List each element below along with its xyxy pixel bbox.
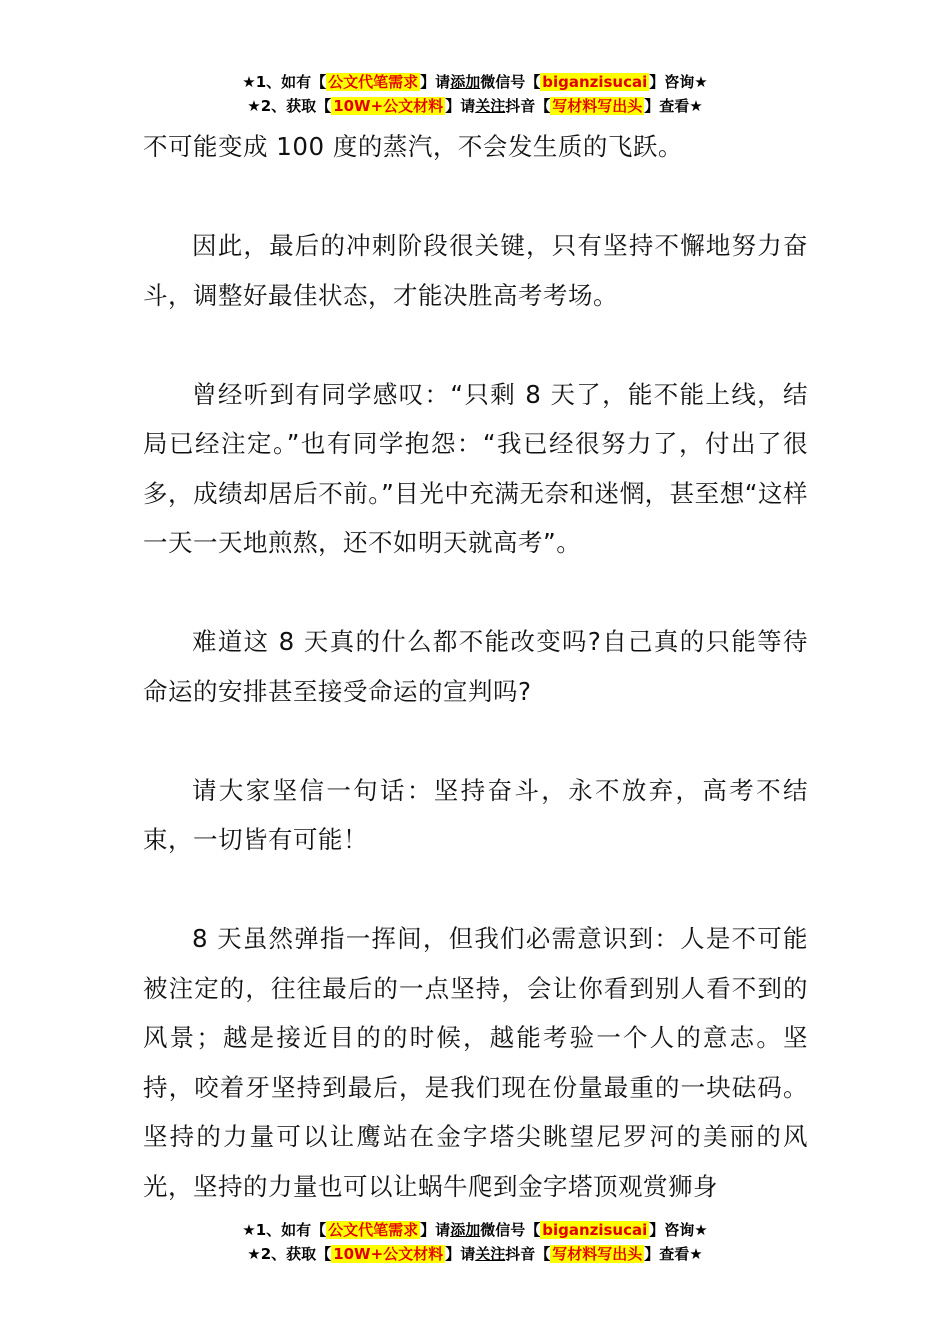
banner-line-2 [0, 1242, 950, 1266]
banner-text: 】咨询★ [649, 1221, 708, 1239]
banner-text: 抖音【 [505, 97, 551, 115]
footer-banner [0, 1218, 950, 1266]
header-banner [0, 70, 950, 118]
banner-text: 】请 [445, 97, 476, 115]
banner-text: ★2、获取【 [247, 97, 332, 115]
highlight-wechat-id: biganzisucai [542, 73, 648, 91]
paragraph: 请大家坚信一句话：坚持奋斗，永不放弃，高考不结束，一切皆有可能！ [143, 775, 808, 854]
highlight-materials: 10W+公文材料 [333, 1245, 444, 1263]
paragraph: 曾经听到有同学感叹：“只剩 8 天了，能不能上线，结局已经注定。”也有同学抱怨：“我已经很努力了，付出了很多，成绩却居后不前。”目光中充满无奈和迷惘，甚至想“这样一天一天地煎熬，还不如明天就高考”。 [143, 379, 808, 557]
banner-text: ★1、如有【 [242, 1221, 327, 1239]
banner-text: 抖音【 [505, 1245, 551, 1263]
highlight-materials: 10W+公文材料 [333, 97, 444, 115]
highlight-wechat-id: biganzisucai [542, 1221, 648, 1239]
banner-text: 】查看★ [644, 97, 703, 115]
highlight-service: 公文代笔需求 [328, 1221, 419, 1239]
highlight-service: 公文代笔需求 [328, 73, 419, 91]
banner-text: 微信号【 [480, 73, 541, 91]
banner-text: 】咨询★ [649, 73, 708, 91]
paragraph: 不可能变成 100 度的蒸汽，不会发生质的飞跃。 [143, 132, 683, 161]
banner-text: 】查看★ [644, 1245, 703, 1263]
document-body [143, 122, 808, 1211]
banner-text: 】请 [420, 73, 451, 91]
banner-line-1 [0, 70, 950, 94]
banner-text: 】请 [445, 1245, 476, 1263]
banner-line-2 [0, 94, 950, 118]
paragraph: 8 天虽然弹指一挥间，但我们必需意识到：人是不可能被注定的，往往最后的一点坚持，会让你看到别人看不到的风景；越是接近目的的时候，越能考验一个人的意志。坚持，咬着牙坚持到最后，是我们现在份量最重的一块砝码。坚持的力量可以让鹰站在金字塔尖眺望尼罗河的美丽的风光，坚持的力量也可以让蜗牛爬到金字塔顶观赏狮身 [143, 924, 808, 1201]
banner-text: 】请 [420, 1221, 451, 1239]
banner-text: ★1、如有【 [242, 73, 327, 91]
paragraph: 因此，最后的冲刺阶段很关键，只有坚持不懈地努力奋斗，调整好最佳状态，才能决胜高考考场。 [143, 231, 808, 310]
highlight-douyin-account: 写材料写出头 [552, 1245, 643, 1263]
banner-text: 微信号【 [480, 1221, 541, 1239]
banner-underlined-text: 关注 [475, 97, 506, 115]
highlight-douyin-account: 写材料写出头 [552, 97, 643, 115]
paragraph: 难道这 8 天真的什么都不能改变吗?自己真的只能等待命运的安排甚至接受命运的宣判吗? [143, 627, 808, 706]
banner-underlined-text: 添加 [450, 73, 481, 91]
banner-underlined-text: 添加 [450, 1221, 481, 1239]
banner-underlined-text: 关注 [475, 1245, 506, 1263]
banner-text: ★2、获取【 [247, 1245, 332, 1263]
banner-line-1 [0, 1218, 950, 1242]
